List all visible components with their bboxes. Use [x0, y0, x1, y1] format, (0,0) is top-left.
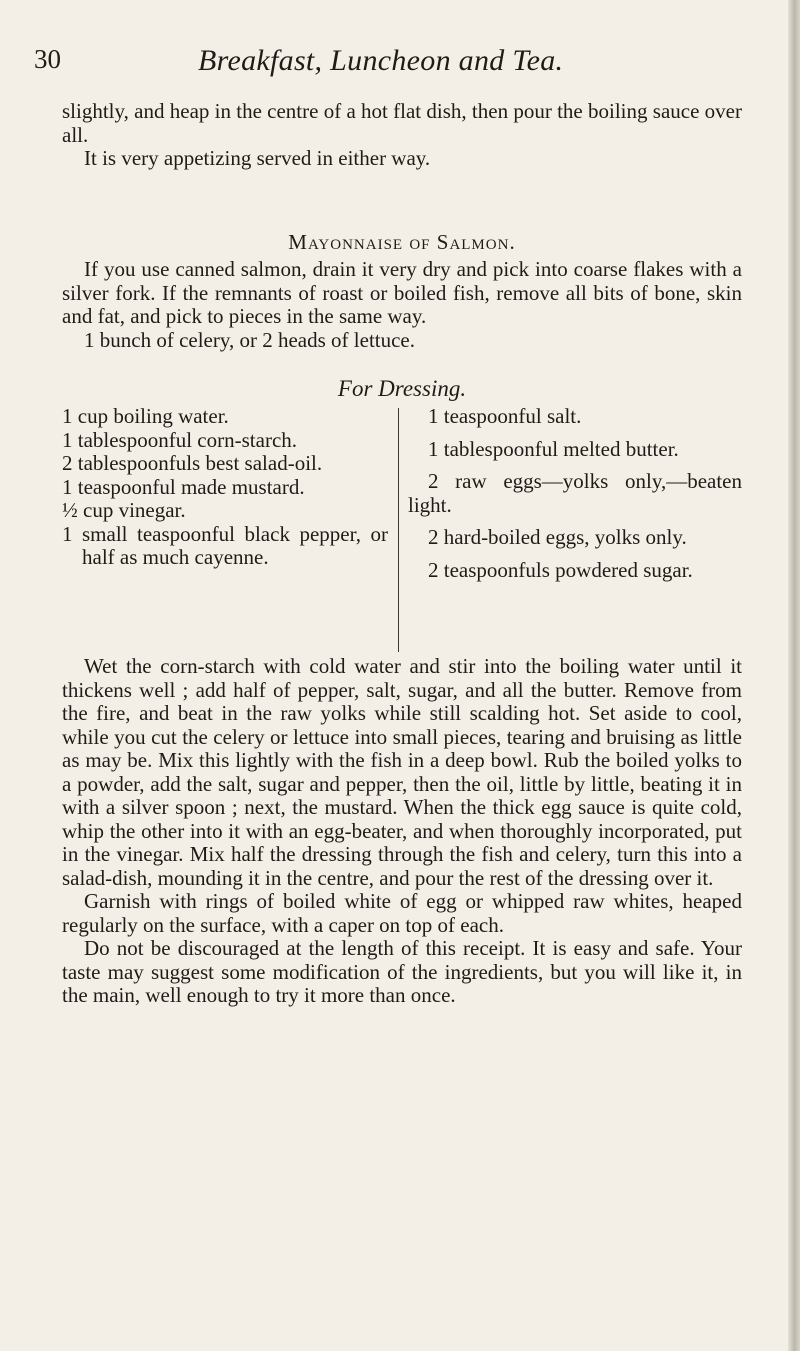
paragraph: It is very appetizing served in either way. [84, 146, 431, 170]
ingredients-right-column [408, 405, 742, 591]
ingredient-item: ½ cup vinegar. [62, 498, 186, 522]
paragraph: Wet the corn-starch with cold water and stir into the boiling water until it thickens well ; add half of pepper, salt, sugar, and all the butter. Remove from the fire, and beat in the raw yolks while still scalding hot. Set aside to cool, while you cut the celery or lettuce into small pieces, tearing and bruising as little as may be. Mix this lightly with the fish in a deep bowl. Rub the boiled yolks to a powder, add the salt, sugar and pepper, then the oil, little by little, beating it in with a silver spoon ; next, the mustard. When the thick egg sauce is quite cold, whip the other into it with an egg-beater, and when thoroughly incorporated, put in the vinegar. Mix half the dressing through the fish and celery, turn this into a salad-dish, mounding it in the centre, and pour the rest of the dressing over it. [62, 654, 742, 890]
ingredient-item: 1 tablespoonful corn-starch. [62, 427, 298, 452]
ingredient-item: 1 teaspoonful made mustard. [62, 474, 305, 499]
page-header [34, 44, 734, 84]
ingredient-item: 2 hard-boiled eggs, yolks only. [428, 525, 687, 549]
column-divider [398, 408, 399, 652]
paragraph: 1 bunch of celery, or 2 heads of lettuce. [84, 327, 416, 352]
ingredient-item: 2 raw eggs—yolks only,—beaten light. [408, 469, 742, 517]
method-text [62, 655, 742, 1008]
paragraph: Garnish with rings of boiled white of egg or whipped raw whites, heaped regularly on the surface, with a caper on top of each. [62, 889, 742, 937]
dressing-heading: For Dressing. [337, 376, 467, 401]
page-edge [788, 0, 800, 1351]
page-number: 30 [34, 44, 61, 74]
recipe-intro [62, 258, 742, 352]
ingredient-item: 1 teaspoonful salt. [428, 404, 582, 428]
ingredients-left-column [62, 405, 388, 570]
intro-text [62, 100, 742, 171]
ingredient-item: 1 tablespoonful melted butter. [428, 436, 679, 461]
ingredient-item: 2 teaspoonfuls powdered sugar. [428, 557, 693, 582]
ingredient-item: 1 cup boiling water. [62, 404, 229, 428]
ingredient-item: 1 small teaspoonful black pepper, or half as much cayenne. [62, 521, 388, 569]
paragraph: Do not be discouraged at the length of this receipt. It is easy and safe. Your taste may suggest some modification of the ingredients, but you will like it, in the main, well enough to try it more than once. [62, 936, 742, 1007]
paragraph: slightly, and heap in the centre of a hot flat dish, then pour the boiling sauce over all. [62, 99, 742, 147]
paragraph: If you use canned salmon, drain it very dry and pick into coarse flakes with a silver fork. If the remnants of roast or boiled fish, remove all bits of bone, skin and fat, and pick to pieces in the same way. [62, 257, 742, 328]
ingredient-item: 2 tablespoonfuls best salad-oil. [62, 451, 323, 475]
recipe-title: Mayonnaise of Salmon. [288, 230, 516, 254]
running-title: Breakfast, Luncheon and Tea. [198, 44, 564, 77]
